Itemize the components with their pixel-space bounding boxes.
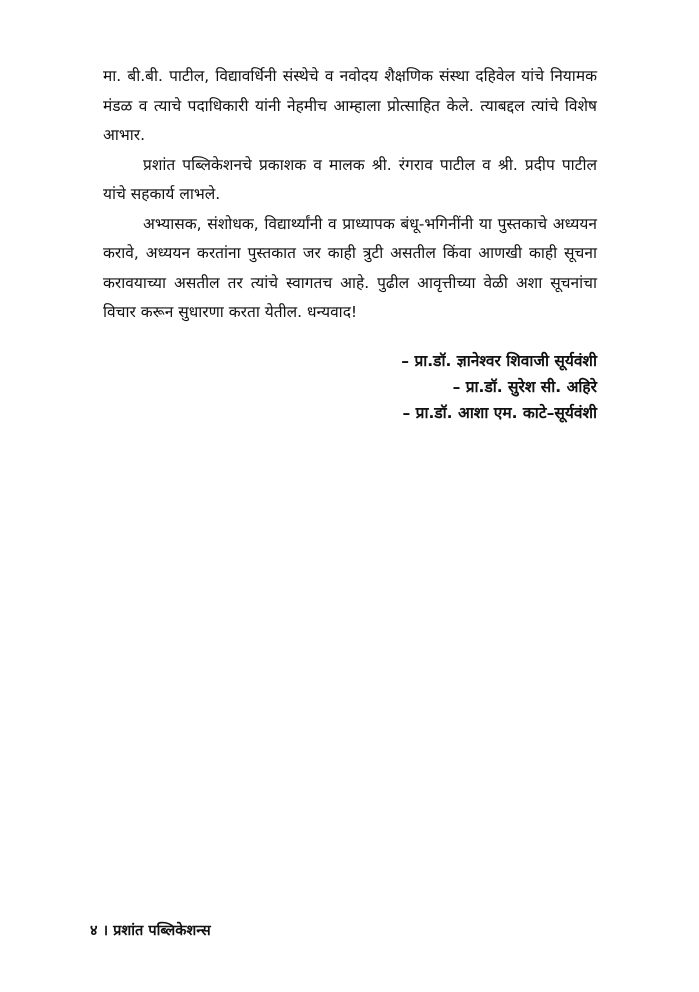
footer-publisher-name: प्रशांत पब्लिकेशन्स [113,923,211,939]
footer-separator: । [102,923,109,939]
signature-author-3: – प्रा.डॉ. आशा एम. काटे–सूर्यवंशी [402,403,597,422]
page-number: ४ [90,923,98,939]
signature-author-2: – प्रा.डॉ. सुरेश सी. अहिरे [452,377,597,396]
page-footer [90,920,211,940]
paragraph-acknowledgement-institution: मा. बी.बी. पाटील, विद्यावर्धिनी संस्थेचे व नवोदय शैक्षणिक संस्था दहिवेल यांचे नियामक मंडळ व त्याचे पदाधिकारी यांनी नेहमीच आम्हाला प्रोत्साहित केले. त्याबद्दल त्यांचे विशेष आभार. [103,67,597,144]
signature-author-1: – प्रा.डॉ. ज्ञानेश्वर शिवाजी सूर्यवंशी [401,351,597,370]
paragraph-request-to-readers: अभ्यासक, संशोधक, विद्यार्थ्यांनी व प्राध्यापक बंधू-भगिनींनी या पुस्तकाचे अध्ययन करावे, अध्ययन करतांना पुस्तकात जर काही त्रुटी असतील किंवा आणखी काही सूचना करावयाच्या असतील तर त्यांचे स्वागतच आहे. पुढील आवृत्तीच्या वेळी अशा सूचनांचा विचार करून सुधारणा करता येतील. धन्यवाद! [103,214,597,321]
paragraph-acknowledgement-publisher: प्रशांत पब्लिकेशनचे प्रकाशक व मालक श्री. रंगराव पाटील व श्री. प्रदीप पाटील यांचे सहकार्य लाभले. [103,155,597,203]
page-body [103,62,597,426]
signature-block [103,348,597,426]
